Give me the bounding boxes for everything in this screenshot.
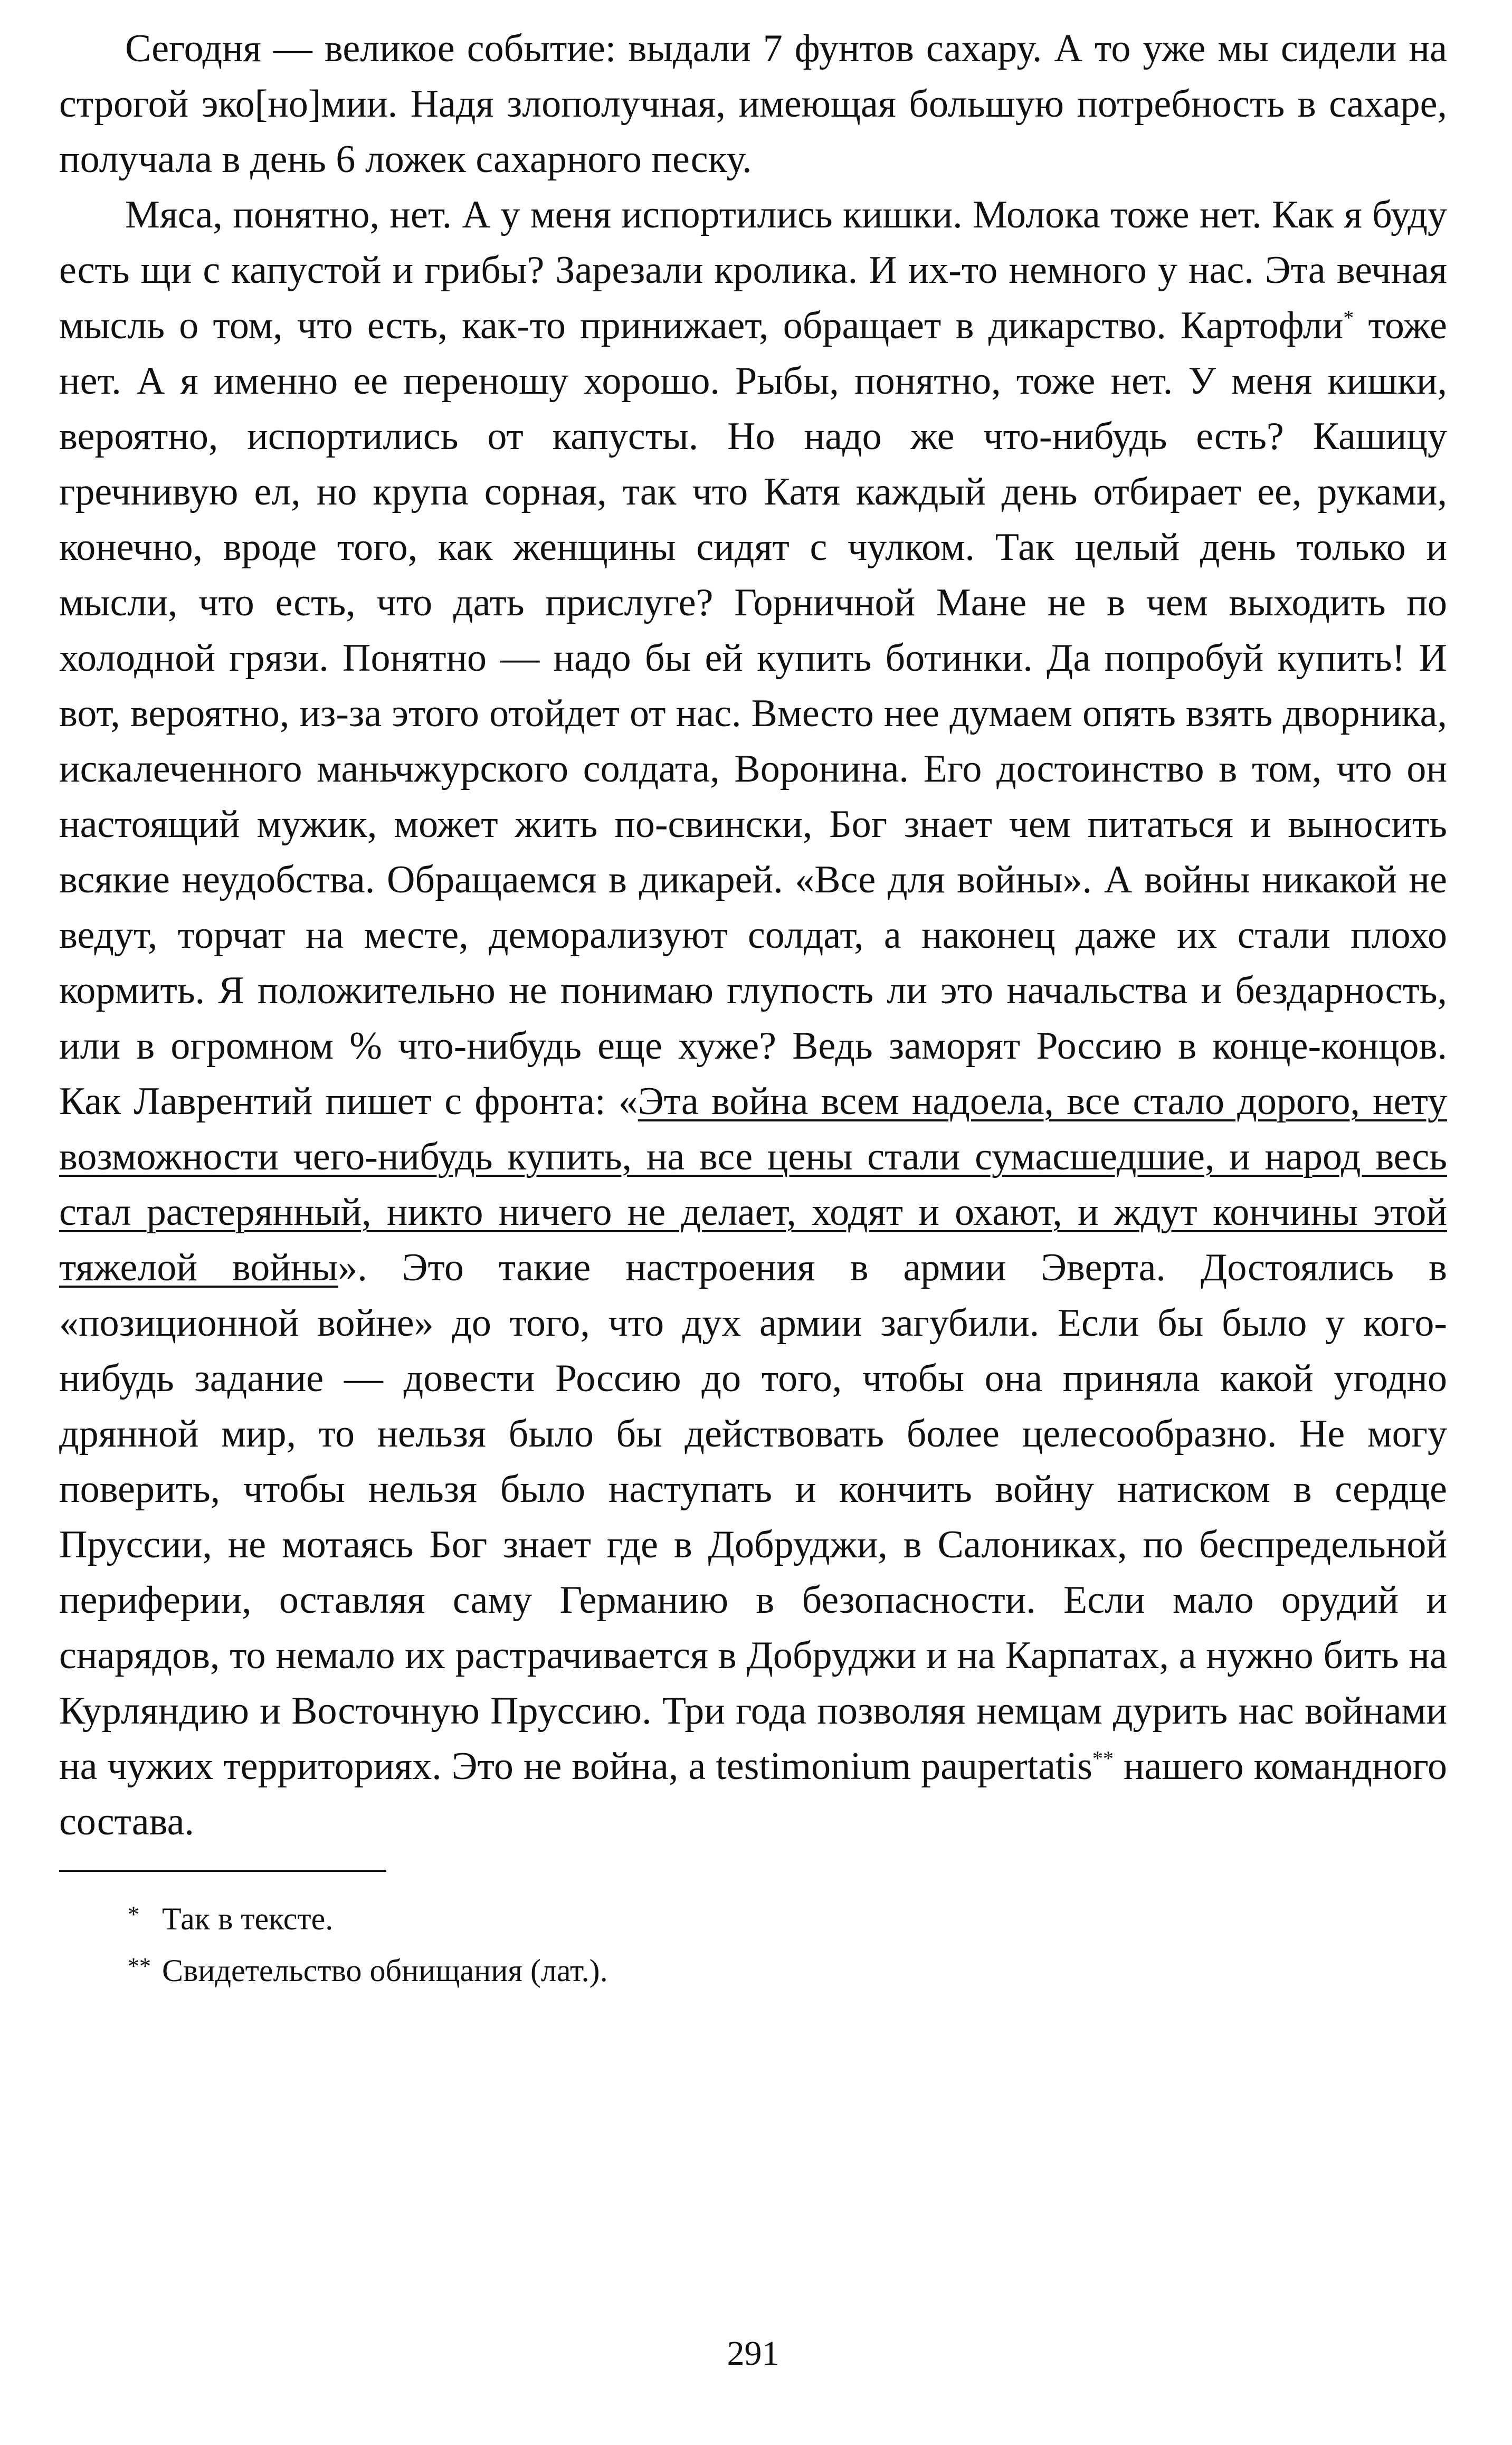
footnote-ref-1: * xyxy=(1343,306,1354,330)
footnote-2-mark: ** xyxy=(128,1953,151,1979)
paragraph-2-part-2: тоже нет. А я именно ее переношу хорошо. Рыбы, понятно, тоже нет. У меня кишки, вероятно, испортились от капусты. Но надо же что-нибудь есть? Кашицу гречнивую ел, но крупа сорная, так что Катя каждый день отбирает ее, руками, конечно, вроде того, как женщины сидят с чулком. Так целый день только и мысли, что есть, что дать прислуге? Горничной Мане не в чем выходить по холодной грязи. Понятно — надо бы ей купить ботинки. Да попробуй купить! И вот, вероятно, из-за этого отойдет от нас. Вместо нее думаем опять взять дворника, искалеченного маньчжурского солдата, Воронина. Его достоинство в том, что он настоящий мужик, может жить по-свински, Бог знает чем питаться и выносить всякие неудобства. Обращаемся в дикарей. «Все для войны». А войны никакой не ведут, торчат на месте, деморализуют солдат, а наконец даже их стали плохо кормить. Я положительно не понимаю глупость ли это начальства и бездарность, или в огромном % что-нибудь еще хуже? Ведь заморят Россию в конце-концов. Как Лаврентий пишет с фронта: « xyxy=(59,304,1447,1123)
paragraph-1: Сегодня — великое событие: выдали 7 фунтов сахару. А то уже мы сидели на строгой эко[но]мии. Надя злополучная, имеющая большую потребность в сахаре, получала в день 6 ложек сахарного песку. xyxy=(59,27,1447,181)
footnote-1-mark: * xyxy=(128,1901,139,1927)
book-page xyxy=(59,21,1447,2428)
paragraph-2-part-3: ». Это такие настроения в армии Эверта. Достоялись в «позиционной войне» до того, что дух армии загубили. Если бы было у кого-нибудь задание — довести Россию до того, чтобы она приняла какой угодно дрянной мир, то нельзя было бы действовать более целесообразно. Не могу поверить, чтобы нельзя было наступать и кончить войну натиском в сердце Пруссии, не мотаясь Бог знает где в Добруджи, в Салониках, по беспредельной периферии, оставляя саму Германию в безопасности. Если мало орудий и снарядов, то немало их растрачивается в Добруджи и на Карпатах, а нужно бить на Курляндию и Восточную Пруссию. Три года позволяя немцам дурить нас войнами на чужих территориях. Это не война, а testimonium paupertatis xyxy=(59,1246,1447,1788)
footnote-2-text: Свидетельство обнищания (лат.). xyxy=(162,1953,608,1988)
page-number: 291 xyxy=(727,2334,779,2373)
underlined-quote: Эта война всем надоела, все стало дорого, нету возможности чего-нибудь купить, на все цены стали сумасшедшие, и народ весь стал растерянный, никто ничего не делает, ходят и охают, и ждут кончины этой тяжелой войны xyxy=(59,1080,1447,1289)
footnote-ref-2: ** xyxy=(1092,1746,1114,1771)
footnote-1-text: Так в тексте. xyxy=(162,1901,334,1936)
paragraph-2-part-4: нашего командного состава. xyxy=(59,1745,1447,1843)
footnote-2 xyxy=(59,1945,1447,1996)
footnote-divider xyxy=(59,1870,386,1872)
footnote-1 xyxy=(59,1893,1447,1945)
paragraph-2 xyxy=(59,187,1447,1850)
paragraph-2-part-1: Мяса, понятно, нет. А у меня испортились кишки. Молока тоже нет. Как я буду есть щи с капустой и грибы? Зарезали кролика. И их-то немного у нас. Эта вечная мысль о том, что есть, как-то принижает, обращает в дикарство. Картофли xyxy=(59,193,1447,347)
